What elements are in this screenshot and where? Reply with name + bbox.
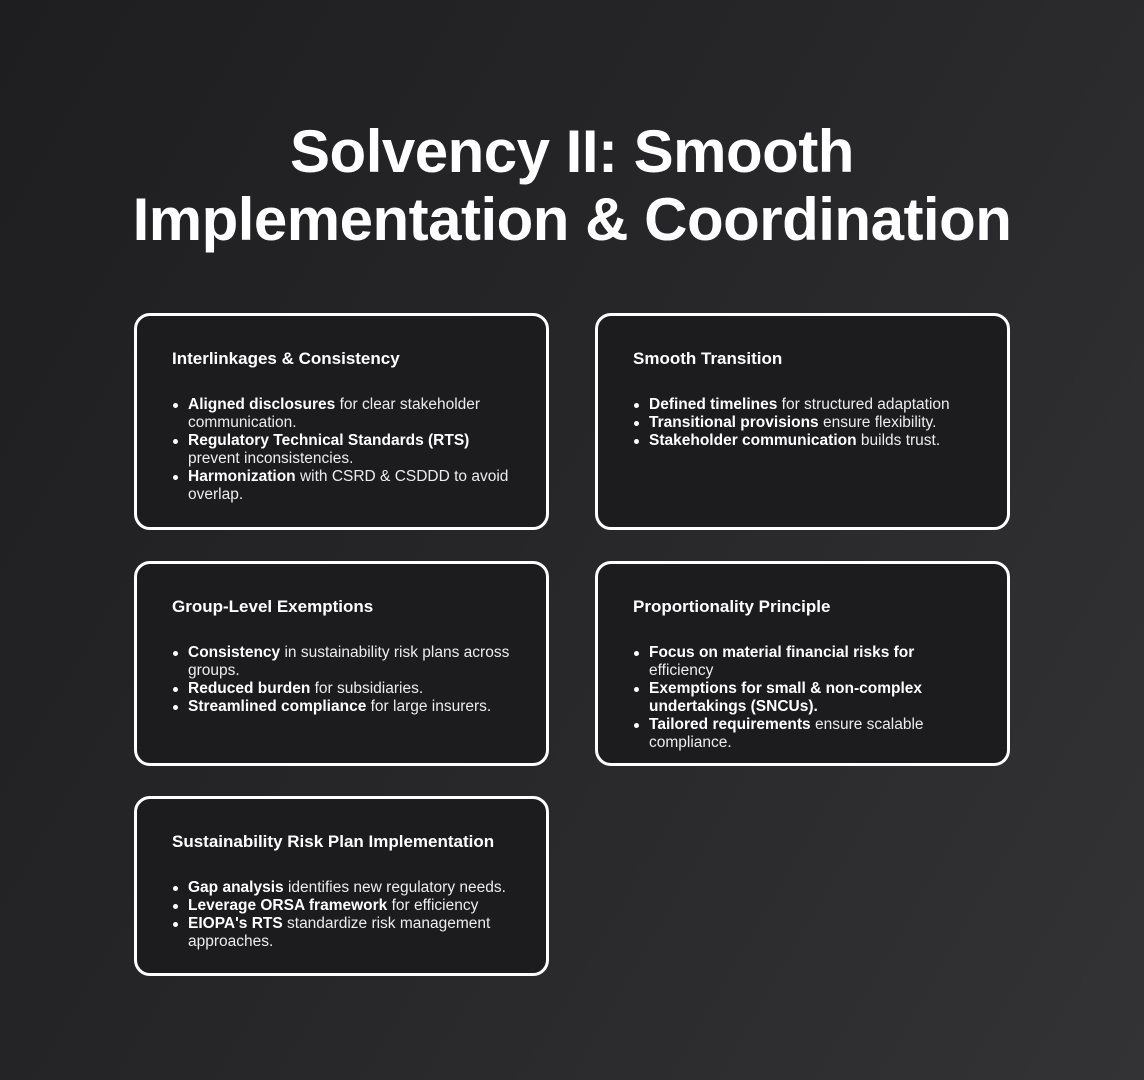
item-emphasis: EIOPA's RTS [188, 915, 283, 932]
list-item [172, 396, 516, 432]
item-text: for clear stakeholder communication. [188, 396, 481, 431]
card-proportionality-principle [595, 561, 1010, 766]
bullet-icon [634, 439, 639, 444]
item-emphasis: Defined timelines [649, 396, 778, 413]
bullet-list [172, 644, 516, 716]
item-emphasis: Reduced burden [188, 680, 311, 697]
list-item [172, 644, 516, 680]
bullet-icon [634, 687, 639, 692]
item-emphasis: Harmonization [188, 468, 296, 485]
list-item [172, 915, 516, 951]
card-interlinkages-consistency [134, 313, 549, 530]
list-item [633, 396, 977, 414]
item-emphasis: Focus on material financial risks for [649, 644, 915, 661]
card-heading: Sustainability Risk Plan Implementation [172, 832, 495, 851]
bullet-icon [173, 439, 178, 444]
page-title-line-1: Solvency II: Smooth [290, 118, 854, 185]
card-sustainability-risk-plan [134, 796, 549, 976]
item-text: in sustainability risk plans across groups. [188, 644, 510, 679]
item-emphasis: Streamlined compliance [188, 698, 367, 715]
bullet-list [633, 396, 977, 450]
item-emphasis: Gap analysis [188, 879, 284, 896]
item-emphasis: Stakeholder communication [649, 432, 857, 449]
list-item [633, 644, 977, 680]
card-heading: Proportionality Principle [633, 597, 831, 616]
bullet-icon [173, 651, 178, 656]
list-item [172, 897, 516, 915]
list-item [633, 716, 977, 752]
item-text: efficiency [649, 662, 714, 679]
card-smooth-transition [595, 313, 1010, 530]
bullet-icon [173, 403, 178, 408]
item-emphasis: Exemptions for small & non-complex undertakings (SNCUs). [649, 680, 923, 715]
page-title [0, 118, 1144, 254]
bullet-icon [634, 421, 639, 426]
item-text: prevent inconsistencies. [188, 450, 354, 467]
item-emphasis: Aligned disclosures [188, 396, 336, 413]
list-item [172, 879, 516, 897]
bullet-icon [173, 705, 178, 710]
list-item [172, 698, 516, 716]
bullet-icon [173, 886, 178, 891]
bullet-icon [634, 651, 639, 656]
item-text: ensure scalable compliance. [649, 716, 924, 751]
card-group-level-exemptions [134, 561, 549, 766]
page-title-line-2: Implementation & Coordination [132, 186, 1012, 253]
bullet-icon [634, 403, 639, 408]
item-emphasis: Leverage ORSA framework [188, 897, 388, 914]
item-text: standardize risk management approaches. [188, 915, 491, 950]
list-item [633, 432, 977, 450]
item-text: ensure flexibility. [818, 414, 937, 431]
bullet-list [172, 879, 516, 951]
bullet-icon [173, 904, 178, 909]
bullet-icon [173, 687, 178, 692]
list-item [172, 432, 516, 468]
item-emphasis: Regulatory Technical Standards (RTS) [188, 432, 470, 449]
item-text: for efficiency [387, 897, 479, 914]
item-text: builds trust. [856, 432, 941, 449]
list-item [633, 414, 977, 432]
card-heading: Interlinkages & Consistency [172, 349, 400, 368]
bullet-list [172, 396, 516, 504]
list-item [172, 468, 516, 504]
list-item [633, 680, 977, 716]
item-text: with CSRD & CSDDD to avoid overlap. [188, 468, 509, 503]
card-heading: Smooth Transition [633, 349, 783, 368]
bullet-icon [173, 475, 178, 480]
list-item [172, 680, 516, 698]
item-text: identifies new regulatory needs. [283, 879, 506, 896]
card-heading: Group-Level Exemptions [172, 597, 374, 616]
item-text: for large insurers. [366, 698, 492, 715]
item-emphasis: Consistency [188, 644, 281, 661]
bullet-list [633, 644, 977, 752]
item-emphasis: Transitional provisions [649, 414, 819, 431]
bullet-icon [634, 723, 639, 728]
item-text: for subsidiaries. [310, 680, 424, 697]
item-text: for structured adaptation [777, 396, 950, 413]
bullet-icon [173, 922, 178, 927]
item-emphasis: Tailored requirements [649, 716, 811, 733]
